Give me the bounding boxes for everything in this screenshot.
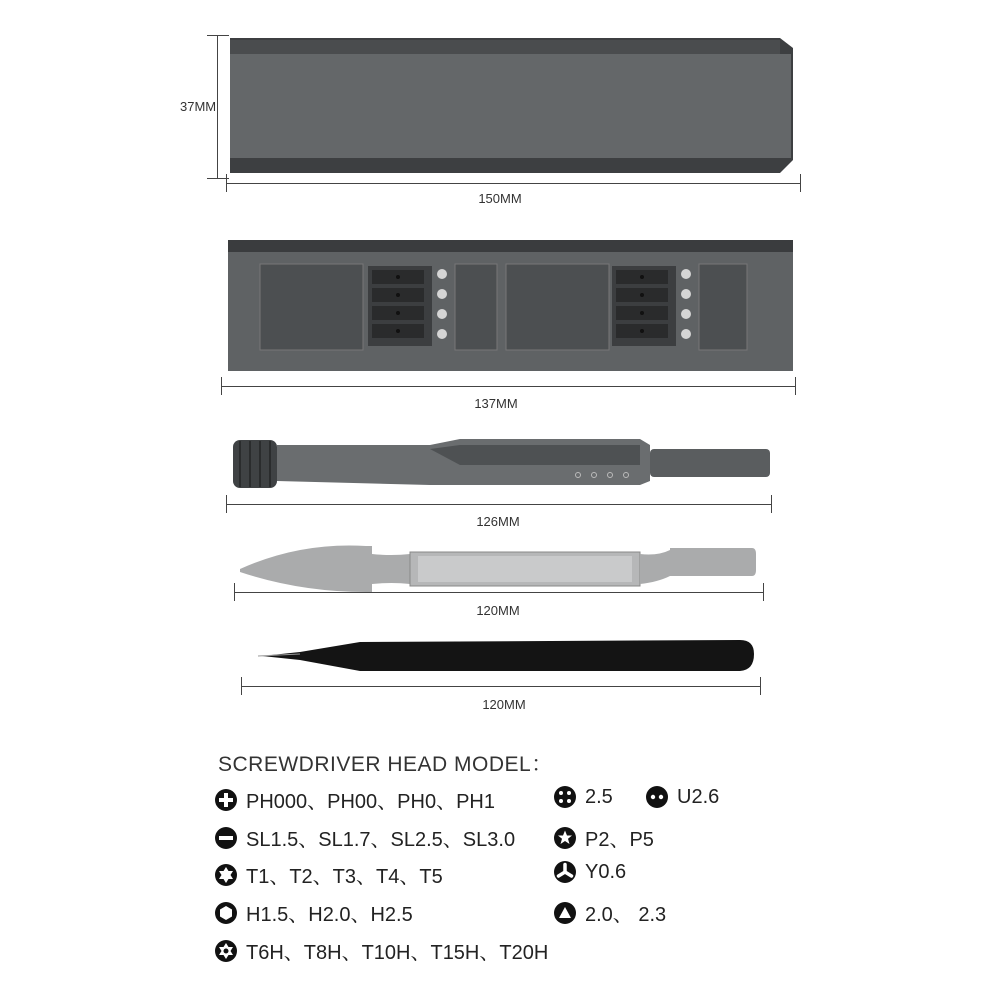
case-length-label: 150MM <box>478 191 522 206</box>
legend-text-four-point: 2.5 <box>585 785 613 808</box>
case-length-right-tick <box>800 174 801 192</box>
triangle-icon <box>553 901 577 925</box>
legend-text-phillips: PH000、PH00、PH0、PH1 <box>246 791 495 813</box>
spudger-length-left-tick <box>234 583 235 601</box>
legend-text-triangle: 2.0、 2.3 <box>585 904 667 926</box>
case-height-label: 37MM <box>180 99 217 114</box>
tray-length-dim-line <box>221 386 796 387</box>
case-length-left-tick <box>226 174 227 192</box>
legend-text-slotted: SL1.5、SL1.7、SL2.5、SL3.0 <box>246 829 516 851</box>
legend-heading: SCREWDRIVER HEAD MODEL： <box>218 753 553 776</box>
tweezers-length-label: 120MM <box>482 697 526 712</box>
tweezers-length-right-tick <box>760 677 761 695</box>
closed-case <box>0 0 1000 200</box>
pentalobe-icon <box>553 826 577 850</box>
tray-length-left-tick <box>221 377 222 395</box>
legend-text-hex: H1.5、H2.0、H2.5 <box>246 904 413 926</box>
legend-text-pentalobe: P2、P5 <box>585 829 654 851</box>
tri-wing-icon <box>553 860 577 884</box>
slotted-icon <box>214 826 238 850</box>
four-point-icon <box>553 785 577 809</box>
spudger <box>0 540 1000 600</box>
screwdriver-handle <box>0 435 1000 515</box>
spudger-length-right-tick <box>763 583 764 601</box>
tray-length-label: 137MM <box>474 396 518 411</box>
case-length-dim-line <box>226 183 801 184</box>
two-point-icon <box>645 785 669 809</box>
legend-text-torx-security: T6H、T8H、T10H、T15H、T20H <box>246 942 549 964</box>
handle-length-dim-line <box>226 504 772 505</box>
handle-length-right-tick <box>771 495 772 513</box>
legend-row-torx <box>214 860 443 889</box>
legend-row-slotted <box>214 823 515 852</box>
legend-row-four-point <box>553 785 613 809</box>
tweezers-length-left-tick <box>241 677 242 695</box>
phillips-icon <box>214 788 238 812</box>
handle-length-left-tick <box>226 495 227 513</box>
legend-text-torx: T1、T2、T3、T4、T5 <box>246 866 443 888</box>
legend-text-tri-wing: Y0.6 <box>585 860 627 883</box>
legend-row-torx-security <box>214 936 548 965</box>
torx-security-icon <box>214 939 238 963</box>
tweezers <box>0 630 1000 690</box>
spudger-length-label: 120MM <box>476 603 520 618</box>
height-dim-line <box>217 35 218 178</box>
legend-row-tri-wing <box>553 860 626 884</box>
legend-row-triangle <box>553 898 666 927</box>
legend-row-hex <box>214 898 413 927</box>
legend-row-pentalobe <box>553 823 654 852</box>
spudger-length-dim-line <box>234 592 764 593</box>
tray-length-right-tick <box>795 377 796 395</box>
legend-row-two-point <box>645 785 719 809</box>
handle-length-label: 126MM <box>476 514 520 529</box>
hex-icon <box>214 901 238 925</box>
legend-row-phillips <box>214 785 495 814</box>
tweezers-length-dim-line <box>241 686 761 687</box>
torx-icon <box>214 863 238 887</box>
legend-text-two-point: U2.6 <box>677 785 720 808</box>
height-dim-top-tick <box>207 35 229 36</box>
